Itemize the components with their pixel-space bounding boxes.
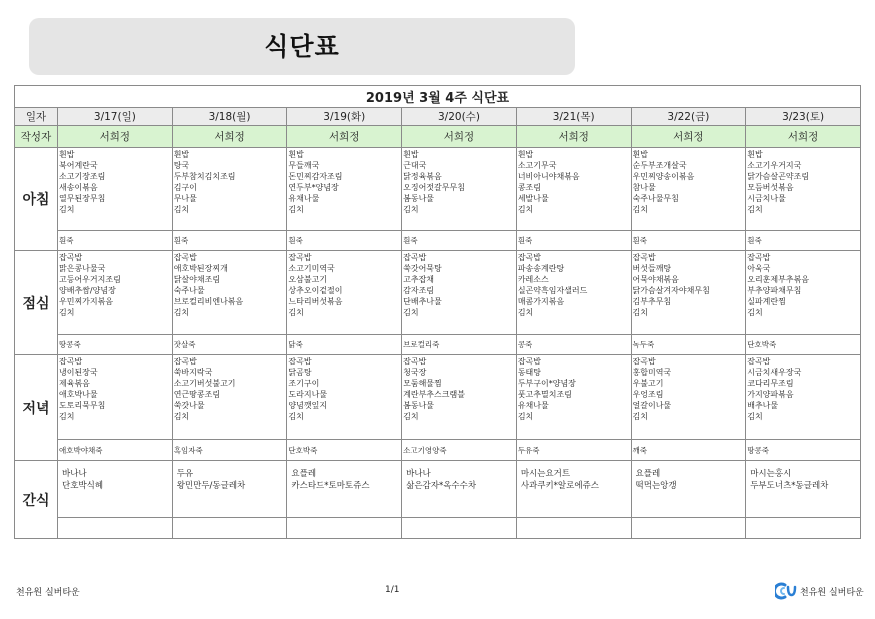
menu-item: 계란부추스크램블: [403, 390, 465, 399]
porridge-cell: 소고기영양죽: [402, 440, 517, 461]
menu-item: 흰밥: [403, 150, 419, 159]
menu-item: 소고기미역국: [288, 264, 335, 273]
menu-item: 애호박된장찌개: [173, 264, 228, 273]
menu-item: 홍합미역국: [632, 368, 672, 377]
menu-item: 닭곰탕: [288, 368, 312, 377]
menu-cell: [58, 251, 173, 335]
menu-item: 쑥갓나물: [173, 401, 205, 410]
menu-item: 소고기버섯불고기: [173, 379, 236, 388]
porridge-cell: [516, 518, 631, 539]
menu-item: 조기구이: [288, 379, 320, 388]
menu-cell: [746, 355, 861, 440]
writer-cell: 서희정: [746, 126, 861, 148]
menu-item: 쑥바지락국: [173, 368, 213, 377]
menu-cell: [172, 148, 287, 231]
menu-item: 잡곡밥: [173, 253, 197, 262]
menu-item: 유채나물: [517, 401, 549, 410]
menu-item: 김치: [632, 308, 648, 317]
menu-item: 김치: [403, 412, 419, 421]
menu-item: 냉이된장국: [59, 368, 98, 377]
date-cell: 3/19(화): [287, 108, 402, 126]
menu-item: 닭가슴살겨자야채무침: [632, 286, 710, 295]
menu-item: 고등어우거지조림: [59, 275, 121, 284]
title-box: [29, 18, 575, 75]
writer-cell: 서희정: [516, 126, 631, 148]
writer-label: 작성자: [15, 126, 58, 148]
menu-cell: [58, 355, 173, 440]
menu-item: 실곤약흑임자샐러드: [517, 286, 588, 295]
table-caption: 2019년 3월 4주 식단표: [15, 86, 861, 108]
menu-item: 김치: [517, 205, 534, 214]
menu-item: 요플레: [635, 469, 661, 479]
date-cell: 3/21(목): [516, 108, 631, 126]
menu-item: 브로컬리비엔나볶음: [173, 297, 244, 306]
menu-cell: [287, 251, 402, 335]
menu-item: 봄동나물: [403, 194, 435, 203]
extra-row: [15, 440, 861, 461]
menu-item: 김치: [517, 308, 534, 317]
menu-item: 김치: [288, 205, 304, 214]
menu-item: 바나나: [406, 469, 431, 479]
menu-item: 잡곡밥: [403, 253, 427, 262]
menu-cell: [746, 461, 861, 518]
menu-item: 소고기장조림: [59, 172, 106, 181]
menu-item: 김치: [173, 205, 190, 214]
porridge-cell: 흰죽: [746, 231, 861, 251]
menu-item: 잡곡밥: [747, 357, 771, 366]
menu-item: 잡곡밥: [632, 253, 656, 262]
menu-item: 버섯들깨탕: [632, 264, 672, 273]
menu-item: 삶은감자*옥수수차: [406, 481, 477, 491]
menu-item: 단배추나물: [403, 297, 442, 306]
porridge-cell: [402, 518, 517, 539]
menu-item: 너비아니야채볶음: [517, 172, 580, 181]
menu-item: 마시는요거트: [520, 469, 571, 479]
menu-item: 잡곡밥: [632, 357, 656, 366]
porridge-cell: [287, 518, 402, 539]
menu-item: 파송송계란탕: [517, 264, 565, 273]
menu-item: 잡곡밥: [517, 253, 541, 262]
extra-row: [15, 518, 861, 539]
menu-item: 닭정육볶음: [403, 172, 442, 181]
menu-item: 연두부*양념장: [288, 183, 339, 192]
menu-item: 우민찌양송이볶음: [632, 172, 695, 181]
meal-row: [15, 461, 861, 518]
porridge-cell: 땅콩죽: [58, 335, 173, 355]
writer-cell: 서희정: [631, 126, 746, 148]
porridge-cell: 닭죽: [287, 335, 402, 355]
menu-item: 세발나물: [517, 194, 549, 203]
extra-row: [15, 231, 861, 251]
menu-item: 두부도너츠*동글레차: [750, 481, 829, 491]
menu-item: 김치: [59, 412, 75, 421]
porridge-cell: [746, 518, 861, 539]
menu-item: 동태탕: [517, 368, 541, 377]
menu-item: 무들깨국: [288, 161, 320, 170]
menu-item: 김치: [173, 412, 190, 421]
porridge-cell: 잣살죽: [172, 335, 287, 355]
writer-cell: 서희정: [402, 126, 517, 148]
footer-page-number: 1/1: [385, 585, 400, 595]
menu-item: 애호박나물: [59, 390, 98, 399]
menu-item: 모듬버섯볶음: [747, 183, 794, 192]
menu-item: 김치: [517, 412, 534, 421]
menu-item: 우엉조림: [632, 390, 664, 399]
meal-row: [15, 251, 861, 335]
menu-cell: [287, 148, 402, 231]
menu-item: 김치: [59, 205, 75, 214]
menu-cell: [631, 355, 746, 440]
meal-name: 간식: [15, 461, 58, 539]
menu-item: 잡곡밥: [403, 357, 427, 366]
menu-item: 상추오이겉절이: [288, 286, 343, 295]
logo-text: 천유원 실버타운: [800, 587, 864, 598]
menu-item: 잡곡밥: [288, 357, 312, 366]
menu-item: 김치: [288, 412, 304, 421]
menu-item: 청국장: [403, 368, 427, 377]
menu-item: 돈민찌감자조림: [288, 172, 343, 181]
menu-item: 쑥갓어묵탕: [403, 264, 442, 273]
porridge-cell: 흰죽: [402, 231, 517, 251]
menu-cell: [402, 148, 517, 231]
menu-cell: [287, 355, 402, 440]
menu-item: 순두부조개살국: [632, 161, 687, 170]
menu-item: 모둠해물찜: [403, 379, 442, 388]
menu-item: 잡곡밥: [59, 253, 83, 262]
menu-item: 소고기우거지국: [747, 161, 802, 170]
menu-item: 시금치나물: [747, 194, 786, 203]
menu-item: 양배추쌈/양념장: [59, 286, 116, 295]
menu-cell: [746, 251, 861, 335]
menu-item: 배추나물: [747, 401, 779, 410]
menu-item: 풋고추멸치조림: [517, 390, 572, 399]
menu-item: 참나물: [632, 183, 656, 192]
menu-item: 김치: [59, 308, 75, 317]
menu-item: 탕국: [173, 161, 190, 170]
menu-item: 제육볶음: [59, 379, 90, 388]
menu-table: [14, 85, 861, 539]
menu-item: 김치: [403, 205, 419, 214]
menu-item: 잡곡밥: [59, 357, 83, 366]
meal-name: 저녁: [15, 355, 58, 461]
porridge-cell: [58, 518, 173, 539]
meal-name: 아침: [15, 148, 58, 251]
extra-row: [15, 335, 861, 355]
menu-cell: [172, 355, 287, 440]
writer-cell: 서희정: [58, 126, 173, 148]
writer-row: [15, 126, 861, 148]
menu-item: 흰밥: [517, 150, 534, 159]
date-header-label: 일자: [15, 108, 58, 126]
porridge-cell: 흰죽: [172, 231, 287, 251]
menu-cell: [172, 251, 287, 335]
menu-item: 김치: [747, 308, 763, 317]
menu-cell: [402, 251, 517, 335]
menu-item: 잡곡밥: [517, 357, 541, 366]
date-cell: 3/22(금): [631, 108, 746, 126]
menu-item: 코다리무조림: [747, 379, 794, 388]
menu-item: 우민찌가지볶음: [59, 297, 114, 306]
menu-item: 두유: [176, 469, 194, 479]
menu-item: 왕민만두/동글레차: [176, 481, 246, 491]
menu-item: 흰밥: [59, 150, 75, 159]
porridge-cell: 콩죽: [516, 335, 631, 355]
menu-item: 김구이: [173, 183, 197, 192]
porridge-cell: 단호박죽: [746, 335, 861, 355]
menu-item: 바나나: [62, 469, 87, 479]
menu-item: 김치: [288, 308, 304, 317]
date-cell: 3/18(월): [172, 108, 287, 126]
menu-cell: [58, 148, 173, 231]
date-cell: 3/23(토): [746, 108, 861, 126]
porridge-cell: 흰죽: [631, 231, 746, 251]
menu-cell: [58, 461, 173, 518]
menu-item: 닭가슴살곤약조림: [747, 172, 810, 181]
porridge-cell: 녹두죽: [631, 335, 746, 355]
porridge-cell: 두유죽: [516, 440, 631, 461]
menu-item: 김치: [403, 308, 419, 317]
porridge-cell: 흰죽: [516, 231, 631, 251]
footer-org-name: 천유원 실버타운: [16, 588, 80, 598]
menu-item: 요플레: [291, 469, 317, 479]
menu-cell: [516, 461, 631, 518]
porridge-cell: 흰죽: [58, 231, 173, 251]
menu-item: 떡먹는앙갱: [635, 481, 677, 491]
menu-cell: [746, 148, 861, 231]
menu-item: 근대국: [403, 161, 427, 170]
menu-item: 카레소스: [517, 275, 549, 284]
menu-cell: [516, 251, 631, 335]
meal-row: [15, 355, 861, 440]
menu-item: 고추잡채: [403, 275, 435, 284]
menu-item: 느타리버섯볶음: [288, 297, 343, 306]
menu-item: 도토리묵무침: [59, 401, 106, 410]
menu-item: 소고기무국: [517, 161, 557, 170]
menu-item: 북어계란국: [59, 161, 98, 170]
menu-item: 잡곡밥: [288, 253, 312, 262]
porridge-cell: 땅콩죽: [746, 440, 861, 461]
menu-cell: [631, 148, 746, 231]
menu-item: 시금치새우장국: [747, 368, 802, 377]
menu-item: 오삼불고기: [288, 275, 328, 284]
date-cell: 3/17(일): [58, 108, 173, 126]
meal-row: [15, 148, 861, 231]
menu-item: 단호박식혜: [62, 481, 104, 491]
porridge-cell: [631, 518, 746, 539]
menu-item: 숙주나물: [173, 286, 205, 295]
footer-logo: [775, 582, 864, 600]
menu-item: 실파계란찜: [747, 297, 786, 306]
menu-item: 열무된장무침: [59, 194, 106, 203]
menu-item: 부추양파채무침: [747, 286, 802, 295]
menu-item: 우불고기: [632, 379, 664, 388]
porridge-cell: 애호박야채죽: [58, 440, 173, 461]
menu-item: 봄동나물: [403, 401, 435, 410]
menu-item: 흰밥: [632, 150, 648, 159]
date-cell: 3/20(수): [402, 108, 517, 126]
menu-item: 얼갈이나물: [632, 401, 672, 410]
menu-item: 무나물: [173, 194, 197, 203]
menu-item: 숙주나물무침: [632, 194, 679, 203]
writer-cell: 서희정: [287, 126, 402, 148]
menu-item: 김부추무침: [632, 297, 672, 306]
menu-item: 사과쿠키*알로에쥬스: [520, 481, 599, 491]
menu-item: 유채나물: [288, 194, 320, 203]
porridge-cell: 흰죽: [287, 231, 402, 251]
porridge-cell: 단호박죽: [287, 440, 402, 461]
menu-item: 도라지나물: [288, 390, 328, 399]
porridge-cell: 흑임자죽: [172, 440, 287, 461]
menu-item: 두부참치김치조림: [173, 172, 236, 181]
menu-item: 마시는홍시: [750, 469, 792, 479]
menu-item: 흰밥: [747, 150, 763, 159]
porridge-cell: 브로컬리죽: [402, 335, 517, 355]
menu-item: 가지양파볶음: [747, 390, 794, 399]
menu-item: 아욱국: [747, 264, 771, 273]
menu-cell: [631, 461, 746, 518]
menu-item: 맑은콩나물국: [59, 264, 106, 273]
menu-item: 두부구이*양념장: [517, 379, 576, 388]
menu-item: 김치: [173, 308, 190, 317]
menu-item: 매콤가지볶음: [517, 297, 565, 306]
menu-item: 김치: [747, 412, 763, 421]
menu-cell: [402, 461, 517, 518]
menu-item: 김치: [632, 412, 648, 421]
menu-item: 잡곡밥: [173, 357, 197, 366]
page-title: 식단표: [264, 32, 340, 61]
menu-cell: [287, 461, 402, 518]
menu-item: 닭살야채조림: [173, 275, 221, 284]
menu-item: 어묵야채볶음: [632, 275, 679, 284]
menu-cell: [631, 251, 746, 335]
menu-item: 감자조림: [403, 286, 435, 295]
menu-item: 김치: [632, 205, 648, 214]
menu-item: 김치: [747, 205, 763, 214]
menu-item: 양념깻잎지: [288, 401, 328, 410]
menu-item: 카스타드*토마토쥬스: [291, 481, 370, 491]
menu-item: 오징어젓갈무무침: [403, 183, 465, 192]
menu-cell: [172, 461, 287, 518]
menu-cell: [516, 148, 631, 231]
menu-item: 잡곡밥: [747, 253, 771, 262]
meal-body: [15, 148, 861, 539]
writer-cell: 서희정: [172, 126, 287, 148]
meal-name: 점심: [15, 251, 58, 355]
menu-cell: [402, 355, 517, 440]
menu-item: 흰밥: [288, 150, 304, 159]
menu-item: 흰밥: [173, 150, 190, 159]
date-header-row: [15, 108, 861, 126]
menu-item: 새송이볶음: [59, 183, 98, 192]
menu-item: 연근땅콩조림: [173, 390, 221, 399]
porridge-cell: 깨죽: [631, 440, 746, 461]
menu-cell: [516, 355, 631, 440]
chunyuwon-logo-icon: [775, 582, 797, 600]
porridge-cell: [172, 518, 287, 539]
menu-item: 오리훈제부추볶음: [747, 275, 810, 284]
menu-item: 콩조림: [517, 183, 541, 192]
